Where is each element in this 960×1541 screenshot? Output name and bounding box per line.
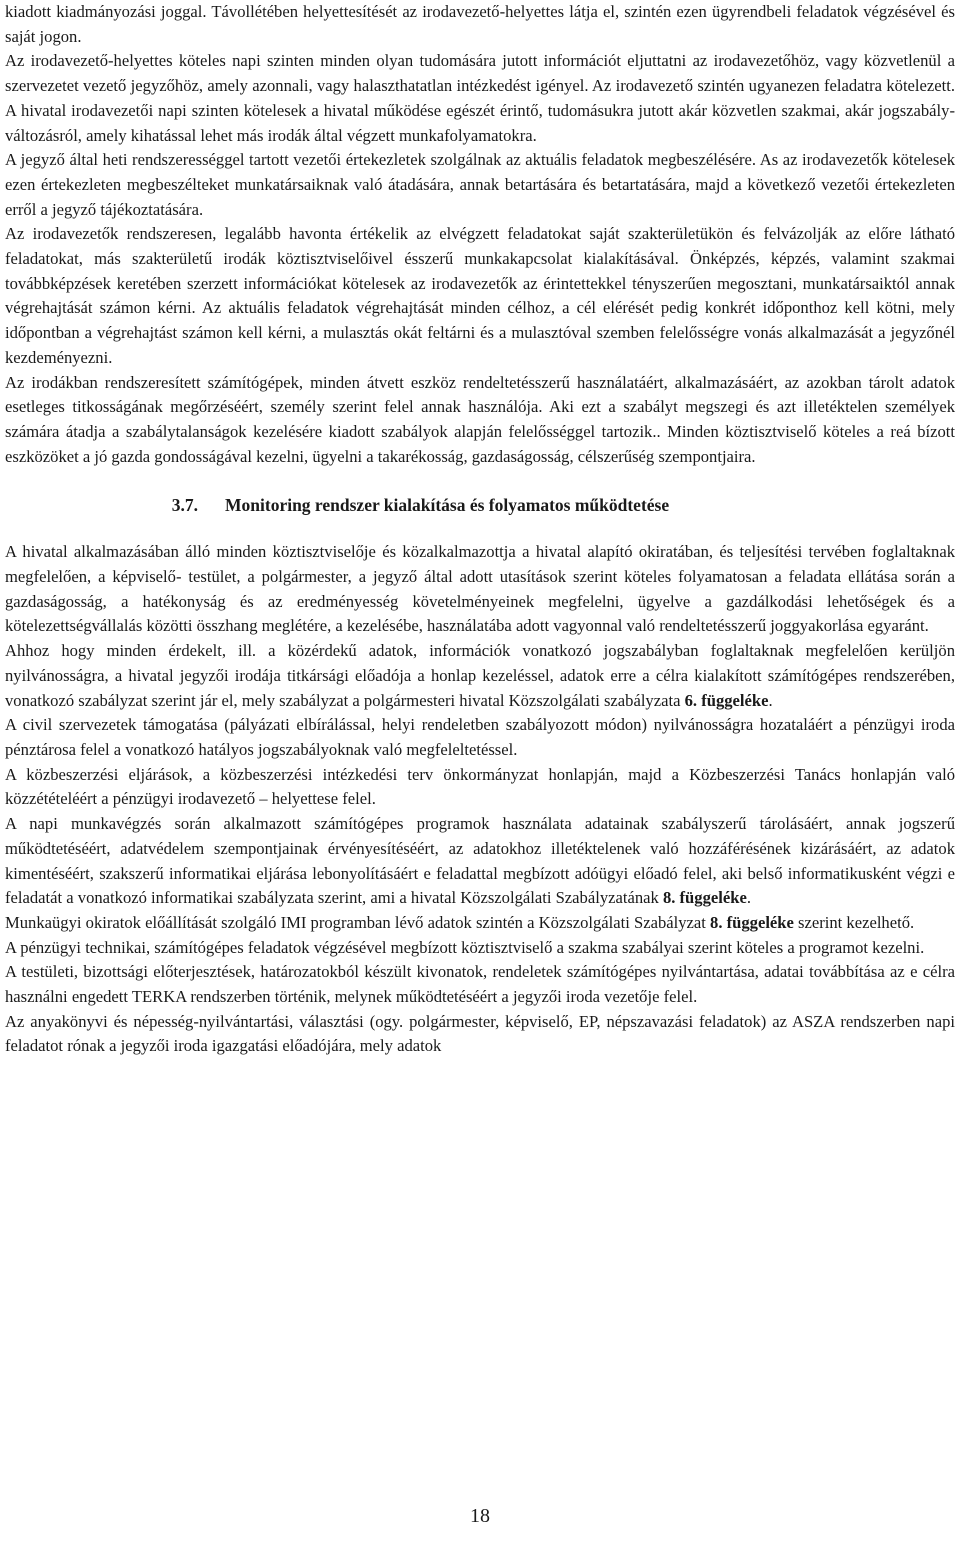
section-heading	[5, 493, 955, 517]
paragraph: A jegyző által heti rendszerességgel tartott vezetői értekezletek szolgálnak az aktuális feladatok megbeszélésére. As az irodavezetők kötelesek ezen értekezleten megbeszélteket munkatársaiknak való átadására, annak betartására és betartatására, majd a következő vezetői értekezleten erről a jegyző tájékoztatására.	[5, 150, 955, 219]
paragraph: Az irodavezető-helyettes köteles napi szinten minden olyan tudomására jutott információt eljuttatni az irodavezetőhöz, vagy közvetlenül a szervezetet vezető jegyzőhöz, amely azonnali, vagy halaszthatatlan intézkedést igényel. Az irodavezető szintén ugyanezen feladatra kötelezett. A hivatal irodavezetői napi szinten kötelesek a hivatal működése egészét érintő, tudomásukra jutott akár közvetlen szakmai, akár jogszabály-változásról, amely kihatással lehet más irodák által végzett munkafolyamatokra.	[5, 51, 955, 145]
section-number: 3.7.	[171, 495, 198, 516]
appendix-reference: 6. függeléke	[684, 690, 769, 710]
spacer	[5, 517, 955, 540]
paragraph-text: .	[768, 690, 773, 710]
section-title: Monitoring rendszer kialakítása és folyamatos működtetése	[225, 495, 670, 516]
paragraph	[5, 812, 955, 911]
paragraph: A hivatal alkalmazásában álló minden köztisztviselője és közalkalmazottja a hivatal alapító okiratában, és teljesítési tervében foglaltaknak megfelelően, a képviselő- testület, a polgármester, a jegyző által adott utasítások szerint köteles folyamatosan a feladata ellátása során a gazdaságosság, a hatékonyság és az eredményesség követelményeinek megfelelni, ügyelve a gazdálkodási lehetőségek és a kötelezettségvállalás közötti összhang meglétére, a kezelésébe, használatába adott vagyonnal való rendeltetésszerű joggyakorlása egyaránt.	[5, 542, 955, 636]
paragraph: A civil szervezetek támogatása (pályázati elbírálással, helyi rendeletben szabályozott módon) nyilvánosságra hozataláért a pénzügyi iroda pénztárosa felel a vonatkozó hatályos jogszabályoknak való megfeleltetéssel.	[5, 715, 955, 759]
page-number: 18	[470, 1505, 490, 1527]
paragraph-text: szerint kezelhető.	[793, 912, 915, 932]
paragraph-text: Munkaügyi okiratok előállítását szolgáló IMI programban lévő adatok szintén a Közszolgálati Szabályzat	[5, 912, 711, 932]
paragraph: kiadott kiadmányozási joggal. Távollétében helyettesítését az irodavezető-helyettes látja el, szintén ezen ügyrendbeli feladatok végzésével és saját jogon.	[5, 2, 955, 46]
paragraph-text: Ahhoz hogy minden érdekelt, ill. a közérdekű adatok, információk vonatkozó jogszabályban foglaltaknak megfelelően kerüljön nyilvánosságra, a hivatal jegyzői irodája titkársági előadója a honlap kezeléssel, adatok erre a célra kialakított számítógépes rendszerében, vonatkozó szabályzat szerint jár el, mely szabályzat a polgármesteri hivatal Közszolgálati szabályzata	[5, 641, 955, 710]
paragraph: Az anyakönyvi és népesség-nyilvántartási, választási (ogy. polgármester, képviselő, EP, népszavazási feladatok) az ASZA rendszerben napi feladatot rónak a jegyzői iroda igazgatási előadójára, mely adatok	[5, 1011, 955, 1056]
paragraph: Az irodákban rendszeresített számítógépek, minden átvett eszköz rendeltetésszerű használatáért, alkalmazásáért, az azokban tárolt adatok esetleges titkosságának megőrzéséért, személy szerint felel annak használója. Aki ezt a szabályt megszegi és azt illetéktelen személyek számára átadja a szabálytalanságok kezelésére kiadott szabályok alapján felelősséggel tartozik.. Minden köztisztviselő köteles a reá bízott eszközöket a jó gazda gondosságával kezelni, ügyelni a takarékosság, gazdaságosság, célszerűség szempontjaira.	[5, 372, 955, 466]
paragraph-text: A napi munkavégzés során alkalmazott számítógépes programok használata adatainak szabályszerű tárolásáért, annak jogszerű működtetéséért, adatvédelem szempontjainak érvényesítéséért, az adatokhoz illetéktelenek való hozzáférésének kizárásáért, az adatok kimentéséért, szakszerű informatikai eljárása lebonyolításáért e feladattal megbízott adóügyi előadó felel, aki belső informatikusként végzi e feladatát a vonatkozó informatikai szabályzata szerint, ami a hivatal Közszolgálati Szabályzatának	[5, 814, 955, 908]
appendix-reference: 8. függeléke	[662, 888, 747, 908]
paragraph	[5, 639, 955, 713]
appendix-reference: 8. függeléke	[710, 912, 794, 932]
paragraph-text: .	[746, 888, 751, 908]
paragraph: Az irodavezetők rendszeresen, legalább havonta értékelik az elvégzett feladatokat saját szakterületükön és felvázolják az előre látható feladatokat, más szakterületű irodák köztisztviselőivel ésszerű munkakapcsolat kialakításával. Önképzés, képzés, valamint szakmai továbbképzések keretében szerzett információkat kötelesek az irodavezetők az érintettekkel tényszerűen megosztani, munkatársaiktól annak végrehajtását számon kérni. Az aktuális feladatok végrehajtását minden célhoz, a cél elérését pedig konkrét időponthoz kell kötni, mely időpontban a végrehajtást számon kell kérni, a mulasztás okát feltárni és a mulasztóval szemben felelősségre vonás alkalmazását a jegyzőnél kezdeményezni.	[5, 224, 955, 367]
paragraph: A testületi, bizottsági előterjesztések, határozatokból készült kivonatok, rendeletek számítógépes nyilvántartása, adatai továbbítása az e célra használni engedett TERKA rendszerben történik, melynek működtetéséért a jegyzői iroda vezetője felel.	[5, 962, 955, 1007]
paragraph: A közbeszerzési eljárások, a közbeszerzési intézkedési terv önkormányzat honlapján, majd a Közbeszerzési Tanács honlapján való közzétételéért a pénzügyi irodavezető – helyettese felel.	[5, 764, 955, 809]
spacer	[5, 469, 955, 493]
paragraph: A pénzügyi technikai, számítógépes feladatok végzésével megbízott köztisztviselő a szakma szabályai szerint köteles a programot kezelni.	[5, 937, 925, 957]
paragraph	[5, 911, 955, 936]
document-page	[5, 0, 955, 1059]
